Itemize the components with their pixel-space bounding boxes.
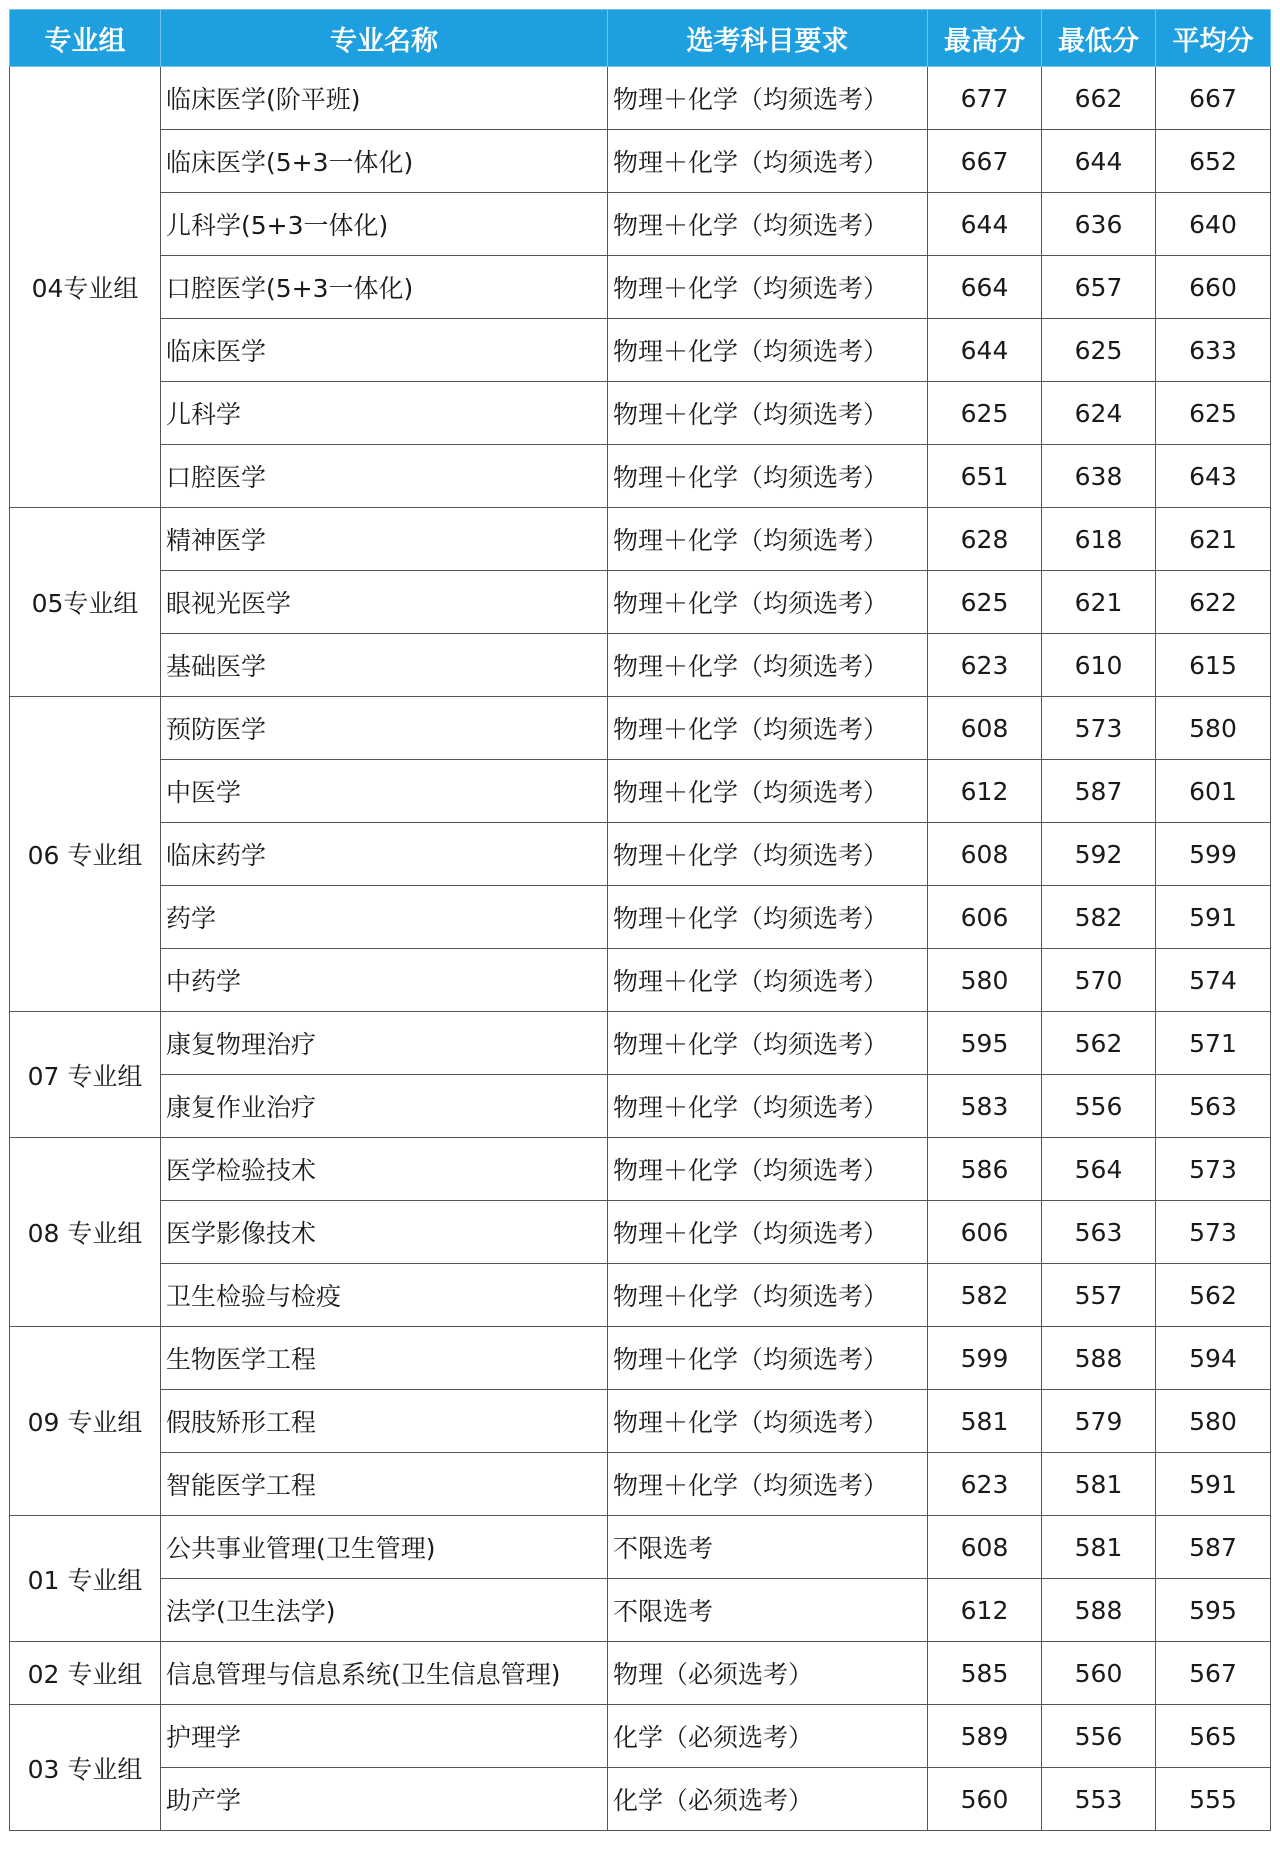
max-score-cell: 623 xyxy=(928,1453,1042,1516)
max-score-cell: 644 xyxy=(928,193,1042,256)
avg-score-cell: 643 xyxy=(1156,445,1271,508)
avg-score-cell: 573 xyxy=(1156,1138,1271,1201)
avg-score-cell: 573 xyxy=(1156,1201,1271,1264)
table-row xyxy=(10,67,1271,130)
table-row xyxy=(10,508,1271,571)
min-score-cell: 610 xyxy=(1042,634,1156,697)
table-row xyxy=(10,1453,1271,1516)
major-cell: 临床医学(阶平班) xyxy=(161,67,608,130)
min-score-cell: 625 xyxy=(1042,319,1156,382)
requirement-cell: 物理＋化学（均须选考） xyxy=(608,823,928,886)
min-score-cell: 657 xyxy=(1042,256,1156,319)
avg-score-cell: 563 xyxy=(1156,1075,1271,1138)
major-cell: 基础医学 xyxy=(161,634,608,697)
avg-score-cell: 615 xyxy=(1156,634,1271,697)
min-score-cell: 553 xyxy=(1042,1768,1156,1831)
major-cell: 护理学 xyxy=(161,1705,608,1768)
requirement-cell: 物理＋化学（均须选考） xyxy=(608,1453,928,1516)
max-score-cell: 623 xyxy=(928,634,1042,697)
min-score-cell: 588 xyxy=(1042,1327,1156,1390)
avg-score-cell: 625 xyxy=(1156,382,1271,445)
major-cell: 生物医学工程 xyxy=(161,1327,608,1390)
group-cell: 08 专业组 xyxy=(10,1138,161,1327)
min-score-cell: 573 xyxy=(1042,697,1156,760)
table-row xyxy=(10,949,1271,1012)
max-score-cell: 589 xyxy=(928,1705,1042,1768)
header-max-score: 最高分 xyxy=(928,10,1042,67)
table-row xyxy=(10,886,1271,949)
major-cell: 康复物理治疗 xyxy=(161,1012,608,1075)
major-cell: 临床医学(5+3一体化) xyxy=(161,130,608,193)
requirement-cell: 物理＋化学（均须选考） xyxy=(608,1075,928,1138)
requirement-cell: 物理＋化学（均须选考） xyxy=(608,1201,928,1264)
requirement-cell: 物理＋化学（均须选考） xyxy=(608,256,928,319)
avg-score-cell: 565 xyxy=(1156,1705,1271,1768)
min-score-cell: 624 xyxy=(1042,382,1156,445)
major-cell: 药学 xyxy=(161,886,608,949)
max-score-cell: 581 xyxy=(928,1390,1042,1453)
table-row xyxy=(10,760,1271,823)
major-cell: 假肢矫形工程 xyxy=(161,1390,608,1453)
max-score-cell: 677 xyxy=(928,67,1042,130)
major-cell: 医学检验技术 xyxy=(161,1138,608,1201)
requirement-cell: 物理＋化学（均须选考） xyxy=(608,634,928,697)
min-score-cell: 579 xyxy=(1042,1390,1156,1453)
requirement-cell: 物理＋化学（均须选考） xyxy=(608,508,928,571)
avg-score-cell: 595 xyxy=(1156,1579,1271,1642)
requirement-cell: 物理＋化学（均须选考） xyxy=(608,760,928,823)
avg-score-cell: 622 xyxy=(1156,571,1271,634)
min-score-cell: 581 xyxy=(1042,1453,1156,1516)
requirement-cell: 物理＋化学（均须选考） xyxy=(608,382,928,445)
major-cell: 口腔医学(5+3一体化) xyxy=(161,256,608,319)
table-row xyxy=(10,823,1271,886)
max-score-cell: 612 xyxy=(928,1579,1042,1642)
max-score-cell: 606 xyxy=(928,1201,1042,1264)
requirement-cell: 物理＋化学（均须选考） xyxy=(608,193,928,256)
table-row xyxy=(10,445,1271,508)
min-score-cell: 560 xyxy=(1042,1642,1156,1705)
table-row xyxy=(10,1075,1271,1138)
group-cell: 09 专业组 xyxy=(10,1327,161,1516)
min-score-cell: 588 xyxy=(1042,1579,1156,1642)
group-cell: 07 专业组 xyxy=(10,1012,161,1138)
header-min-score: 最低分 xyxy=(1042,10,1156,67)
min-score-cell: 557 xyxy=(1042,1264,1156,1327)
requirement-cell: 物理＋化学（均须选考） xyxy=(608,319,928,382)
max-score-cell: 585 xyxy=(928,1642,1042,1705)
max-score-cell: 608 xyxy=(928,823,1042,886)
major-cell: 儿科学 xyxy=(161,382,608,445)
major-cell: 公共事业管理(卫生管理) xyxy=(161,1516,608,1579)
max-score-cell: 608 xyxy=(928,1516,1042,1579)
max-score-cell: 664 xyxy=(928,256,1042,319)
admission-score-table xyxy=(9,9,1271,1831)
requirement-cell: 物理（必须选考） xyxy=(608,1642,928,1705)
min-score-cell: 563 xyxy=(1042,1201,1156,1264)
table-row xyxy=(10,1012,1271,1075)
avg-score-cell: 555 xyxy=(1156,1768,1271,1831)
table-row xyxy=(10,571,1271,634)
min-score-cell: 562 xyxy=(1042,1012,1156,1075)
major-cell: 智能医学工程 xyxy=(161,1453,608,1516)
major-cell: 眼视光医学 xyxy=(161,571,608,634)
requirement-cell: 物理＋化学（均须选考） xyxy=(608,1327,928,1390)
max-score-cell: 595 xyxy=(928,1012,1042,1075)
table-header xyxy=(10,10,1271,67)
max-score-cell: 608 xyxy=(928,697,1042,760)
avg-score-cell: 580 xyxy=(1156,1390,1271,1453)
max-score-cell: 560 xyxy=(928,1768,1042,1831)
min-score-cell: 592 xyxy=(1042,823,1156,886)
requirement-cell: 物理＋化学（均须选考） xyxy=(608,445,928,508)
major-cell: 口腔医学 xyxy=(161,445,608,508)
avg-score-cell: 587 xyxy=(1156,1516,1271,1579)
major-cell: 中药学 xyxy=(161,949,608,1012)
requirement-cell: 物理＋化学（均须选考） xyxy=(608,130,928,193)
max-score-cell: 583 xyxy=(928,1075,1042,1138)
major-cell: 儿科学(5+3一体化) xyxy=(161,193,608,256)
max-score-cell: 580 xyxy=(928,949,1042,1012)
score-table-container xyxy=(9,9,1270,1831)
min-score-cell: 587 xyxy=(1042,760,1156,823)
major-cell: 信息管理与信息系统(卫生信息管理) xyxy=(161,1642,608,1705)
header-row xyxy=(10,10,1271,67)
min-score-cell: 638 xyxy=(1042,445,1156,508)
major-cell: 助产学 xyxy=(161,1768,608,1831)
group-cell: 03 专业组 xyxy=(10,1705,161,1831)
min-score-cell: 581 xyxy=(1042,1516,1156,1579)
requirement-cell: 不限选考 xyxy=(608,1579,928,1642)
min-score-cell: 662 xyxy=(1042,67,1156,130)
min-score-cell: 556 xyxy=(1042,1705,1156,1768)
avg-score-cell: 594 xyxy=(1156,1327,1271,1390)
table-row xyxy=(10,256,1271,319)
table-row xyxy=(10,193,1271,256)
avg-score-cell: 667 xyxy=(1156,67,1271,130)
min-score-cell: 570 xyxy=(1042,949,1156,1012)
header-group: 专业组 xyxy=(10,10,161,67)
group-cell: 01 专业组 xyxy=(10,1516,161,1642)
avg-score-cell: 574 xyxy=(1156,949,1271,1012)
table-row xyxy=(10,1264,1271,1327)
requirement-cell: 物理＋化学（均须选考） xyxy=(608,1264,928,1327)
major-cell: 法学(卫生法学) xyxy=(161,1579,608,1642)
table-row xyxy=(10,1201,1271,1264)
requirement-cell: 物理＋化学（均须选考） xyxy=(608,697,928,760)
group-cell: 02 专业组 xyxy=(10,1642,161,1705)
min-score-cell: 644 xyxy=(1042,130,1156,193)
min-score-cell: 618 xyxy=(1042,508,1156,571)
max-score-cell: 644 xyxy=(928,319,1042,382)
table-body xyxy=(10,67,1271,1831)
avg-score-cell: 601 xyxy=(1156,760,1271,823)
avg-score-cell: 567 xyxy=(1156,1642,1271,1705)
group-cell: 06 专业组 xyxy=(10,697,161,1012)
requirement-cell: 不限选考 xyxy=(608,1516,928,1579)
group-cell: 04专业组 xyxy=(10,67,161,508)
table-row xyxy=(10,1579,1271,1642)
requirement-cell: 化学（必须选考） xyxy=(608,1705,928,1768)
table-row xyxy=(10,697,1271,760)
min-score-cell: 556 xyxy=(1042,1075,1156,1138)
major-cell: 卫生检验与检疫 xyxy=(161,1264,608,1327)
max-score-cell: 582 xyxy=(928,1264,1042,1327)
max-score-cell: 651 xyxy=(928,445,1042,508)
requirement-cell: 化学（必须选考） xyxy=(608,1768,928,1831)
header-avg-score: 平均分 xyxy=(1156,10,1271,67)
major-cell: 医学影像技术 xyxy=(161,1201,608,1264)
avg-score-cell: 580 xyxy=(1156,697,1271,760)
requirement-cell: 物理＋化学（均须选考） xyxy=(608,1390,928,1453)
table-row xyxy=(10,1327,1271,1390)
max-score-cell: 586 xyxy=(928,1138,1042,1201)
major-cell: 临床药学 xyxy=(161,823,608,886)
requirement-cell: 物理＋化学（均须选考） xyxy=(608,67,928,130)
major-cell: 临床医学 xyxy=(161,319,608,382)
avg-score-cell: 599 xyxy=(1156,823,1271,886)
avg-score-cell: 591 xyxy=(1156,886,1271,949)
avg-score-cell: 633 xyxy=(1156,319,1271,382)
max-score-cell: 625 xyxy=(928,571,1042,634)
header-requirement: 选考科目要求 xyxy=(608,10,928,67)
table-row xyxy=(10,130,1271,193)
header-major: 专业名称 xyxy=(161,10,608,67)
max-score-cell: 599 xyxy=(928,1327,1042,1390)
max-score-cell: 606 xyxy=(928,886,1042,949)
table-row xyxy=(10,1516,1271,1579)
table-row xyxy=(10,1642,1271,1705)
major-cell: 康复作业治疗 xyxy=(161,1075,608,1138)
avg-score-cell: 591 xyxy=(1156,1453,1271,1516)
min-score-cell: 582 xyxy=(1042,886,1156,949)
requirement-cell: 物理＋化学（均须选考） xyxy=(608,949,928,1012)
min-score-cell: 621 xyxy=(1042,571,1156,634)
avg-score-cell: 571 xyxy=(1156,1012,1271,1075)
requirement-cell: 物理＋化学（均须选考） xyxy=(608,886,928,949)
table-row xyxy=(10,634,1271,697)
table-row xyxy=(10,319,1271,382)
table-row xyxy=(10,1705,1271,1768)
table-row xyxy=(10,382,1271,445)
max-score-cell: 612 xyxy=(928,760,1042,823)
major-cell: 预防医学 xyxy=(161,697,608,760)
major-cell: 精神医学 xyxy=(161,508,608,571)
max-score-cell: 628 xyxy=(928,508,1042,571)
requirement-cell: 物理＋化学（均须选考） xyxy=(608,1138,928,1201)
requirement-cell: 物理＋化学（均须选考） xyxy=(608,1012,928,1075)
avg-score-cell: 652 xyxy=(1156,130,1271,193)
avg-score-cell: 562 xyxy=(1156,1264,1271,1327)
avg-score-cell: 640 xyxy=(1156,193,1271,256)
table-row xyxy=(10,1138,1271,1201)
max-score-cell: 667 xyxy=(928,130,1042,193)
max-score-cell: 625 xyxy=(928,382,1042,445)
avg-score-cell: 660 xyxy=(1156,256,1271,319)
group-cell: 05专业组 xyxy=(10,508,161,697)
requirement-cell: 物理＋化学（均须选考） xyxy=(608,571,928,634)
table-row xyxy=(10,1390,1271,1453)
table-row xyxy=(10,1768,1271,1831)
major-cell: 中医学 xyxy=(161,760,608,823)
min-score-cell: 564 xyxy=(1042,1138,1156,1201)
min-score-cell: 636 xyxy=(1042,193,1156,256)
avg-score-cell: 621 xyxy=(1156,508,1271,571)
